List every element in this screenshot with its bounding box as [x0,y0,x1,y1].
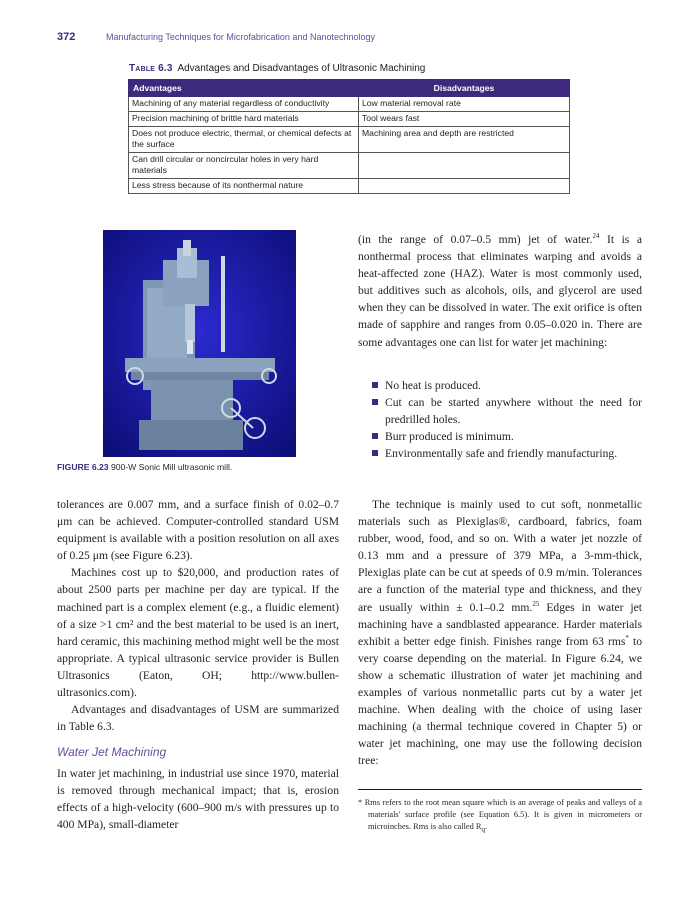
table-cell-advantage: Does not produce electric, thermal, or chemical defects at the surface [129,127,359,153]
text-run: (in the range of 0.07–0.5 mm) jet of water. [358,233,593,246]
table-cell-disadvantage: Machining area and depth are restricted [359,127,570,153]
table-cell-advantage: Can drill circular or noncircular holes in very hard materials [129,153,359,179]
table-cell-disadvantage [359,179,570,194]
text-run: . [485,822,488,831]
page-number: 372 [57,31,76,43]
table-cell-advantage: Machining of any material regardless of conductivity [129,97,359,112]
table-row [129,97,570,112]
figure-caption [57,462,347,472]
list-item [372,428,642,445]
paragraph: In water jet machining, in industrial use since 1970, material is removed through mechanical impact; that is, erosion effects of a high-velocity (600–900 m/s with pressures up to 400 MPa), small-diameter [57,767,339,832]
table-row [129,179,570,194]
table-cell-advantage: Less stress because of its nonthermal nature [129,179,359,194]
reference-25: 25 [532,599,540,608]
col-header-advantages: Advantages [129,80,359,97]
figure-label: FIGURE 6.23 [57,462,109,472]
right-column-text [358,496,642,770]
paragraph [358,231,642,351]
footnote [358,797,642,836]
paragraph: Advantages and disadvantages of USM are summarized in Table 6.3. [57,703,339,734]
col-header-disadvantages: Disadvantages [359,80,570,97]
table-cell-advantage: Precision machining of brittle hard materials [129,112,359,127]
list-item-text: Cut can be started anywhere without the need for predrilled holes. [385,396,642,427]
list-item-text: Burr produced is minimum. [385,430,514,444]
table-cell-disadvantage: Low material removal rate [359,97,570,112]
bullet-square-icon [372,382,378,388]
section-heading: Water Jet Machining [57,745,167,759]
figure-caption-text: 900-W Sonic Mill ultrasonic mill. [110,462,233,472]
footnote-marker: * [625,633,629,642]
list-item [372,377,642,394]
table-row [129,153,570,179]
table-title: Advantages and Disadvantages of Ultrasonic Machining [177,63,426,74]
reference-24: 24 [592,232,600,241]
text-run: Edges in water jet machining have a sandblasted appearance. Harder materials exhibit a better edge finish. Finishes range from 63 rms [358,600,643,648]
footnote-divider [358,789,642,790]
bullet-square-icon [372,450,378,456]
table-row [129,127,570,153]
paragraph: Machines cost up to $20,000, and production rates of about 2500 parts per machine per day are typical. If the machined part is a complex element (e.g., a fluidic element) of a size >1 cm² and the best material to be used is an inert, hard ceramic, this machining method might well be the most appropriate. A typical ultrasonic service provider is Bullen Ultrasonics (Eaton, OH; http://www.bullen-ultrasonics.com). [57,566,339,700]
table-cell-disadvantage: Tool wears fast [359,112,570,127]
table-row [129,112,570,127]
bullet-square-icon [372,433,378,439]
list-item-text: Environmentally safe and friendly manufacturing. [385,447,618,461]
book-title: Manufacturing Techniques for Microfabrication and Nanotechnology [106,32,375,42]
list-item-text: No heat is produced. [385,379,481,392]
sonic-mill-photo [103,230,296,457]
left-column-text [57,496,339,735]
table-header-row [129,80,570,97]
list-item [372,394,642,428]
section-body-text [57,765,339,833]
right-top-text [358,231,642,351]
text-run: It is a nonthermal process that eliminates warping and avoids a heat-affected zone (HAZ). Water is most commonly used, but additives such as alcohols, oils, and glycerol are used when they can be dissolved in water. The exit orifice is often made of sapphire and ranges from 0.05–0.020 in. There are some advantages one can list for water jet machining: [358,233,642,349]
table-cell-disadvantage [359,153,570,179]
footnote-marker: * [358,798,363,807]
text-run: The technique is mainly used to cut soft, nonmetallic materials such as Plexiglas®, cardboard, fabrics, foam rubber, wood, food, and so on. With a water jet nozzle of 0.13 mm and a pressure of 379 MPa, a 3-mm-thick, Plexiglas plate can be cut at speeds of 0.9 m/min. Tolerances are a function of the material type and thickness, and they are usually within ± 0.1–0.2 mm. [358,498,642,614]
text-run: to very coarse depending on the material. In Figure 6.24, we show a schematic illustration of water jet machining and examples of various nonmetallic parts cut by a water jet machine. When dealing with the choice of using laser machining (a thermal technique covered in Chapter 5) or water jet machining, one may use the following decision tree: [358,634,643,768]
table-caption [129,63,569,74]
bullet-square-icon [372,399,378,405]
paragraph: tolerances are 0.007 mm, and a surface finish of 0.02–0.7 μm can be achieved. Computer-controlled standard USM equipment is available with a position resolution on all axes of 0.25 μm (see Figure 6.23). [57,498,339,563]
sonic-mill-illustration [103,230,296,457]
list-item [372,445,642,462]
advantages-table [128,79,570,194]
advantages-bullet-list [372,377,642,462]
text-run: Rms refers to the root mean square which is an average of peaks and valleys of a materials' surface profile (see Equation 6.5). It is given in micrometers or microinches. Rms is also called R [362,798,642,831]
paragraph [358,496,642,770]
table-label: Table 6.3 [129,63,173,74]
footnote-text [358,797,642,836]
subscript: q [481,825,486,834]
